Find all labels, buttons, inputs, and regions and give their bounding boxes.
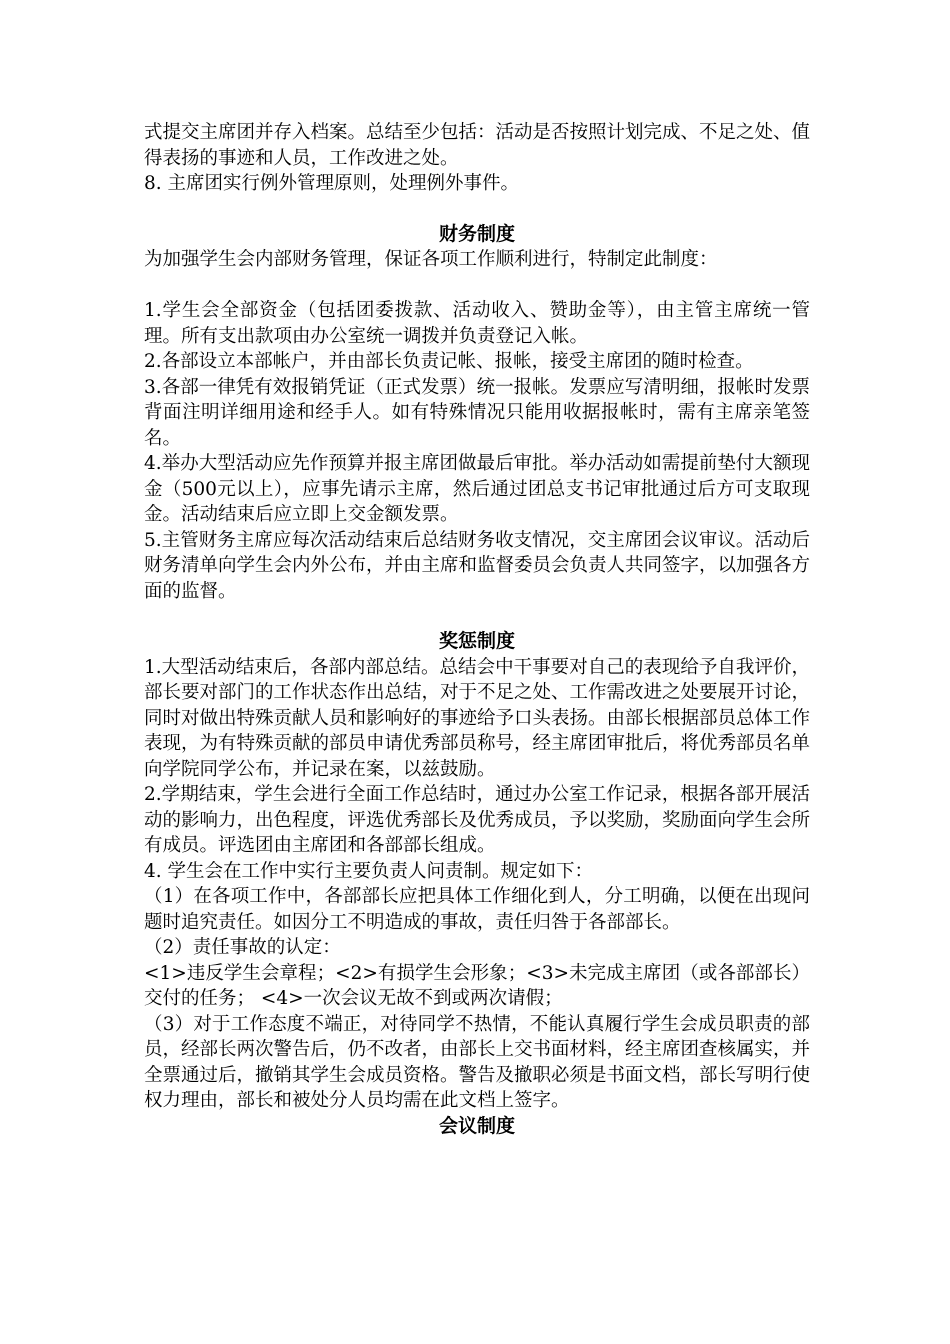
finance-title: 财务制度	[438, 222, 515, 245]
finance-item: 5.主管财务主席应每次活动结束后总结财务收支情况，交主席团会议审议。活动后财务清单向学生会内外公布，并由主席和监督委员会负责人共同签字，以加强各方面的监督。	[144, 529, 811, 602]
rewards-title: 奖惩制度	[438, 630, 515, 652]
document-page	[144, 120, 810, 1139]
rewards-item: 1.大型活动结束后，各部内部总结。总结会中干事要对自己的表现给予自我评价，部长要对部门的工作状态作出总结，对于不足之处、工作需改进之处要展开讨论，同时对做出特殊贡献人员和影响好的事迹给予口头表扬。由部长根据部员总体工作表现，为有特殊贡献的部员申请优秀部员称号，经主席团审批后，将优秀部员名单向学院同学公布，并记录在案，以兹鼓励。	[144, 656, 811, 780]
meeting-title: 会议制度	[438, 1114, 515, 1137]
rewards-item: （3）对于工作态度不端正，对待同学不热情，不能认真履行学生会成员职责的部员，经部长两次警告后，仍不改者，由部长上交书面材料，经主席团查核属实，并全票通过后，撤销其学生会成员资格。警告及撤职必须是书面文档，部长写明行使权力理由，部长和被处分人员均需在此文档上签字。	[144, 1013, 811, 1111]
blank-line	[144, 273, 810, 299]
rewards-item: （1）在各项工作中，各部部长应把具体工作细化到人，分工明确，以便在出现问题时追究责任。如因分工不明造成的事故，责任归咎于各部部长。	[144, 886, 810, 933]
rewards-item: <1>违反学生会章程；<2>有损学生会形象；<3>未完成主席团（或各部部长）交付的任务； <4>一次会议无故不到或两次请假；	[144, 962, 810, 1009]
intro-item-8: 8. 主席团实行例外管理原则，处理例外事件。	[144, 173, 520, 194]
finance-item: 1.学生会全部资金（包括团委拨款、活动收入、赞助金等），由主管主席统一管理。所有支出款项由办公室统一调拨并负责登记入帐。	[144, 300, 810, 347]
rewards-item: 2.学期结束，学生会进行全面工作总结时，通过办公室工作记录，根据各部开展活动的影响力，出色程度，评选优秀部长及优秀成员，予以奖励，奖励面向学生会所有成员。评选团由主席团和各部部长组成。	[144, 784, 811, 856]
finance-item: 2.各部设立本部帐户，并由部长负责记帐、报帐，接受主席团的随时检查。	[144, 351, 754, 372]
finance-lead: 为加强学生会内部财务管理，保证各项工作顺利进行，特制定此制度：	[144, 249, 718, 270]
finance-item: 3.各部一律凭有效报销凭证（正式发票）统一报帐。发票应写清明细，报帐时发票背面注明详细用途和经手人。如有特殊情况只能用收据报帐时，需有主席亲笔签名。	[144, 376, 810, 449]
rewards-item: 4. 学生会在工作中实行主要负责人问责制。规定如下：	[144, 860, 594, 882]
intro-paragraph: 式提交主席团并存入档案。总结至少包括：活动是否按照计划完成、不足之处、值得表扬的事迹和人员，工作改进之处。	[144, 122, 811, 169]
rewards-item: （2）责任事故的认定：	[144, 937, 341, 958]
finance-item: 4.举办大型活动应先作预算并报主席团做最后审批。举办活动如需提前垫付大额现金（500元以上），应事先请示主席，然后通过团总支书记审批通过后方可支取现金。活动结束后应立即上交金额发票。	[144, 453, 810, 525]
